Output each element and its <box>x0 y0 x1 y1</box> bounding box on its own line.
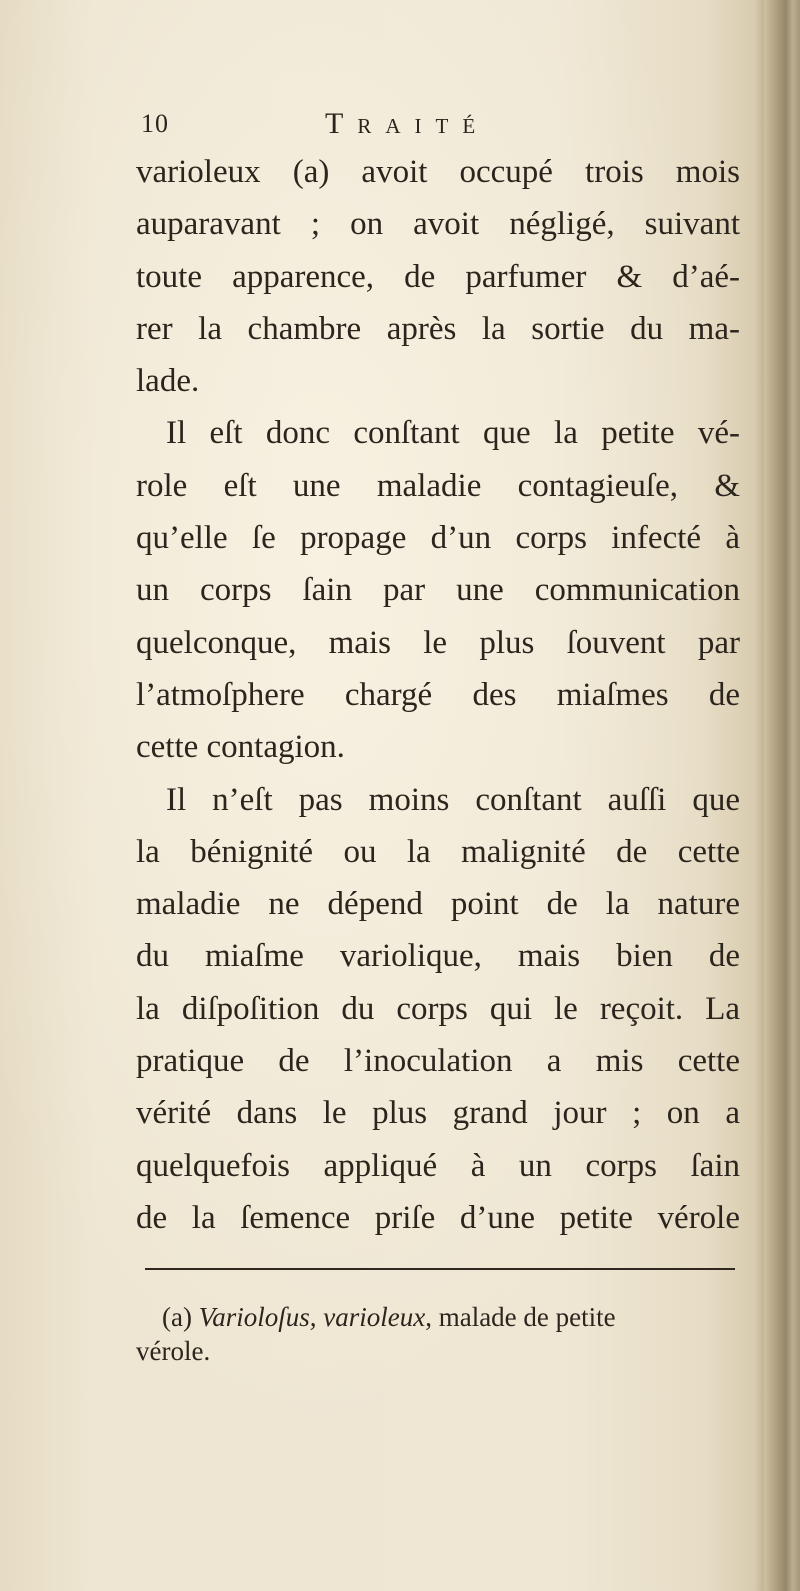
footnote-continuation: vérole. <box>136 1336 211 1366</box>
text-line: quelconque, mais le plus ſouvent par <box>136 624 740 661</box>
footnote-text: , malade de petite <box>425 1302 616 1332</box>
text-line: role eſt une maladie contagieuſe, & <box>136 467 740 504</box>
text-line: rer la chambre après la sortie du ma- <box>136 310 740 347</box>
text-line: la bénignité ou la malignité de cette <box>136 833 740 870</box>
paragraph-start-line: Il eſt donc conſtant que la petite vé- <box>166 415 740 452</box>
paragraph-start-line: Il n’eſt pas moins conſtant auſſi que <box>166 781 740 818</box>
footnote <box>136 1300 740 1368</box>
text-line: toute apparence, de parfumer & d’aé- <box>136 258 740 295</box>
text-line: pratique de l’inoculation a mis cette <box>136 1043 740 1080</box>
body-text <box>136 146 740 1244</box>
footnote-term: Varioloſus, varioleux <box>198 1302 426 1332</box>
text-line: maladie ne dépend point de la nature <box>136 886 740 923</box>
footnote-line <box>136 1300 740 1334</box>
running-title: Traité <box>325 107 490 140</box>
text-line: la diſpoſition du corps qui le reçoit. La <box>136 990 740 1027</box>
page-shadow <box>754 0 764 1591</box>
text-line: varioleux (a) avoit occupé trois mois <box>136 154 740 190</box>
footnote-marker: (a) <box>162 1302 192 1332</box>
text-line: qu’elle ſe propage d’un corps infecté à <box>136 520 740 557</box>
text-line: de la ſemence priſe d’une petite vérole <box>136 1199 740 1236</box>
book-gutter <box>764 0 800 1591</box>
text-line: vérité dans le plus grand jour ; on a <box>136 1095 740 1132</box>
text-line: cette contagion. <box>136 729 345 766</box>
page-number: 10 <box>141 109 169 138</box>
running-head <box>135 104 735 144</box>
text-line: quelquefois appliqué à un corps ſain <box>136 1147 740 1184</box>
text-line: un corps ſain par une communication <box>136 572 740 609</box>
text-line: du miaſme variolique, mais bien de <box>136 938 740 975</box>
text-line: l’atmoſphere chargé des miaſmes de <box>136 676 740 713</box>
text-line: auparavant ; on avoit négligé, suivant <box>136 206 740 243</box>
footnote-rule <box>145 1268 735 1270</box>
text-line: lade. <box>136 363 200 400</box>
